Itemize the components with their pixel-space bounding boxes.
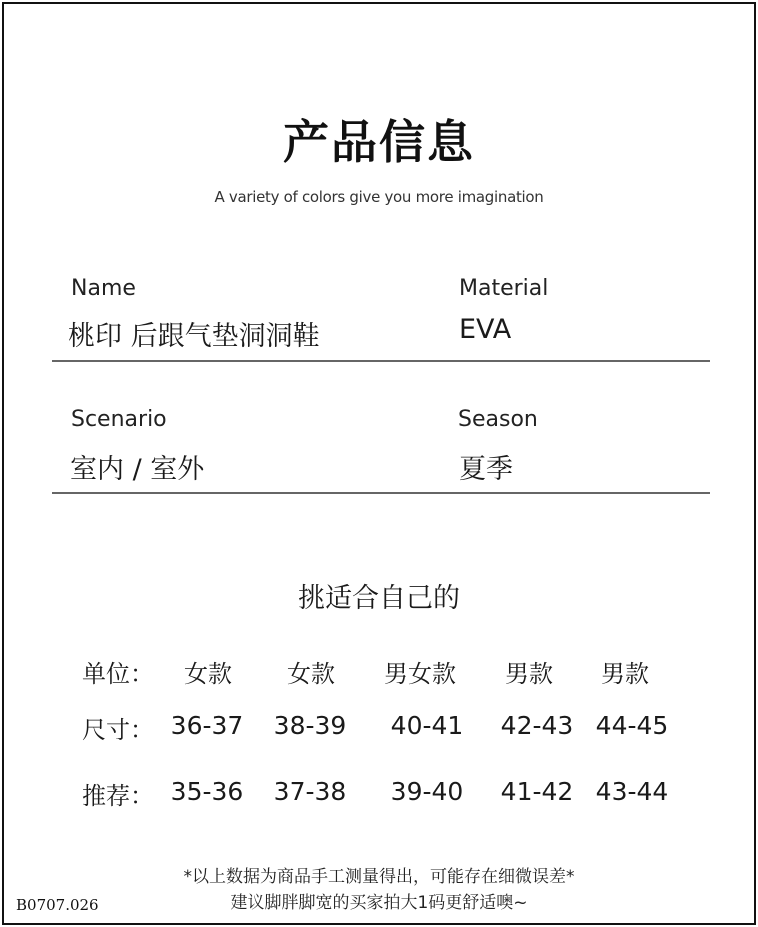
size-cell: 40-41 xyxy=(390,711,464,740)
material-value: EVA xyxy=(459,314,512,345)
scenario-value: 室内 / 室外 xyxy=(70,454,205,485)
recommend-cell: 37-38 xyxy=(273,777,347,806)
unit-cell: 女款 xyxy=(184,660,232,688)
measurement-note: *以上数据为商品手工测量得出，可能存在细微误差* xyxy=(183,867,575,887)
info-divider xyxy=(52,360,710,362)
size-cell: 44-45 xyxy=(595,711,669,740)
unit-cell: 男女款 xyxy=(384,660,456,688)
page-subtitle: A variety of colors give you more imagination xyxy=(214,188,544,206)
season-value: 夏季 xyxy=(459,454,513,485)
product-code: B0707.026 xyxy=(16,896,99,914)
size-row-label: 尺寸： xyxy=(82,716,154,744)
scenario-label: Scenario xyxy=(71,407,167,432)
recommend-cell: 43-44 xyxy=(595,777,669,806)
page-title: 产品信息 xyxy=(283,115,475,169)
recommend-cell: 35-36 xyxy=(170,777,244,806)
unit-row-label: 单位： xyxy=(82,660,154,688)
recommend-row-label: 推荐： xyxy=(82,782,154,810)
recommend-cell: 39-40 xyxy=(390,777,464,806)
sizing-advice-note: 建议脚胖脚宽的买家拍大1码更舒适噢~ xyxy=(230,893,528,913)
unit-cell: 男款 xyxy=(505,660,553,688)
unit-cell: 女款 xyxy=(287,660,335,688)
size-table-heading: 挑适合自己的 xyxy=(298,583,460,614)
size-cell: 42-43 xyxy=(500,711,574,740)
info-divider xyxy=(52,492,710,494)
name-label: Name xyxy=(71,276,136,301)
name-value: 桃印 后跟气垫洞洞鞋 xyxy=(68,321,320,352)
unit-cell: 男款 xyxy=(601,660,649,688)
size-cell: 38-39 xyxy=(273,711,347,740)
recommend-cell: 41-42 xyxy=(500,777,574,806)
season-label: Season xyxy=(458,407,538,432)
size-cell: 36-37 xyxy=(170,711,244,740)
material-label: Material xyxy=(459,276,549,301)
